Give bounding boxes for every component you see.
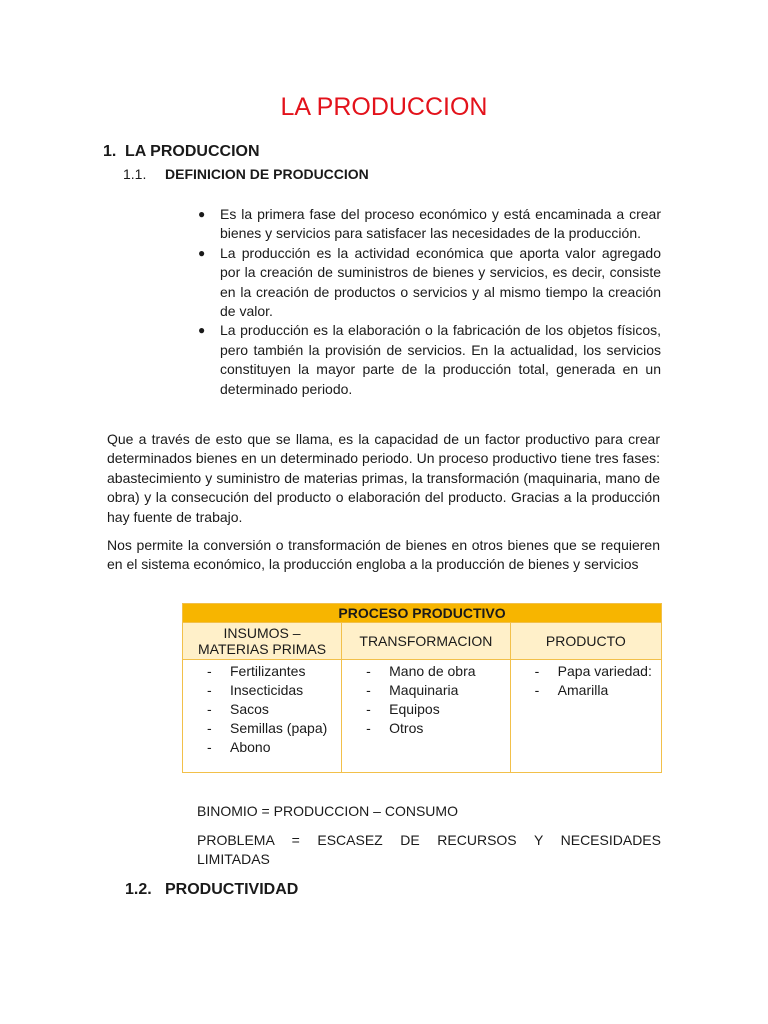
item-text: Abono — [230, 739, 271, 755]
table-header-cell: PRODUCTO — [510, 623, 661, 660]
item-text: Sacos — [230, 701, 269, 717]
bullet-text: La producción es la actividad económica que aporta valor agregado por la creación de suministros de bienes y servicios, es decir, consiste en la creación de productos o servicios y al mismo tiempo la creación de valor. — [220, 244, 661, 320]
section-number: 1.1. — [123, 166, 147, 182]
item-text: Amarilla — [557, 682, 609, 698]
bullet-icon: ● — [198, 323, 206, 338]
dash-marker: - — [366, 663, 371, 679]
table-cell-producto — [510, 660, 661, 773]
dash-marker: - — [366, 682, 371, 698]
binomio-line: BINOMIO = PRODUCCION – CONSUMO — [197, 803, 458, 819]
section-heading-1-1 — [123, 166, 369, 182]
dash-marker: - — [207, 663, 212, 679]
dash-marker: - — [534, 682, 540, 698]
production-process-table — [182, 603, 662, 773]
list-item — [198, 205, 661, 244]
dash-marker: - — [534, 663, 540, 679]
bullet-text: Es la primera fase del proceso económico y está encaminada a crear bienes y servicios para satisfacer las necesidades de la producción. — [220, 206, 661, 242]
section-label: LA PRODUCCION — [125, 143, 260, 160]
body-paragraph: Nos permite la conversión o transformación de bienes en otros bienes que se requieren en el sistema económico, la producción engloba a la producción de bienes y servicios — [107, 537, 660, 573]
problema-block — [197, 831, 661, 870]
table-header-cell: TRANSFORMACION — [342, 623, 511, 660]
dash-marker: - — [207, 701, 212, 717]
table-cell-insumos — [183, 660, 342, 773]
table-title: PROCESO PRODUCTIVO — [183, 604, 662, 623]
section-number: 1. — [103, 143, 117, 160]
list-item — [207, 681, 337, 700]
item-text: Semillas (papa) — [230, 720, 328, 736]
section-label: PRODUCTIVIDAD — [165, 881, 299, 898]
list-item — [198, 244, 661, 322]
item-text: Papa variedad: — [557, 663, 652, 679]
item-text: Insecticidas — [230, 682, 304, 698]
table-cell-transformacion — [342, 660, 511, 773]
document-title: LA PRODUCCION — [280, 93, 488, 121]
list-item — [366, 700, 506, 719]
list-item — [535, 681, 657, 700]
list-item — [207, 662, 337, 681]
list-item — [535, 662, 657, 681]
bullet-icon: ● — [198, 245, 206, 260]
problema-line: PROBLEMA = ESCASEZ DE RECURSOS Y NECESIDADES — [197, 832, 661, 848]
item-text: Otros — [389, 720, 424, 736]
bullet-text: La producción es la elaboración o la fabricación de los objetos físicos, pero también la provisión de servicios. En la actualidad, los servicios constituyen la mayor parte de la producción total, generada en un determinado periodo. — [220, 322, 661, 397]
item-text: Equipos — [389, 701, 440, 717]
section-heading-1 — [103, 143, 260, 161]
body-paragraph: Que a través de esto que se llama, es la capacidad de un factor productivo para crear determinados bienes en un determinado periodo. Un proceso productivo tiene tres fases: abastecimiento y suministro de materias primas, la transformación (maquinaria, mano de obra) y la consecución del producto o elaboración del producto. Gracias a la producción hay fuente de trabajo. — [107, 431, 660, 525]
definition-bullet-list — [198, 205, 661, 399]
bullet-icon: ● — [198, 207, 206, 221]
item-text: Maquinaria — [389, 682, 459, 698]
table-header-cell: INSUMOS – MATERIAS PRIMAS — [183, 623, 342, 660]
dash-marker: - — [207, 739, 212, 755]
dash-marker: - — [366, 701, 371, 717]
dash-marker: - — [207, 682, 212, 698]
list-item — [366, 719, 506, 738]
item-text: Fertilizantes — [230, 663, 306, 679]
section-number: 1.2. — [125, 881, 152, 898]
section-heading-1-2 — [125, 881, 298, 899]
item-text: Mano de obra — [389, 663, 476, 679]
list-item — [207, 700, 337, 719]
list-item — [366, 681, 506, 700]
list-item — [207, 719, 337, 738]
dash-marker: - — [366, 720, 371, 736]
dash-marker: - — [207, 720, 212, 736]
list-item — [207, 738, 337, 757]
section-label: DEFINICION DE PRODUCCION — [165, 166, 369, 182]
list-item — [198, 321, 661, 399]
problema-line-continued: LIMITADAS — [197, 851, 270, 868]
list-item — [366, 662, 506, 681]
